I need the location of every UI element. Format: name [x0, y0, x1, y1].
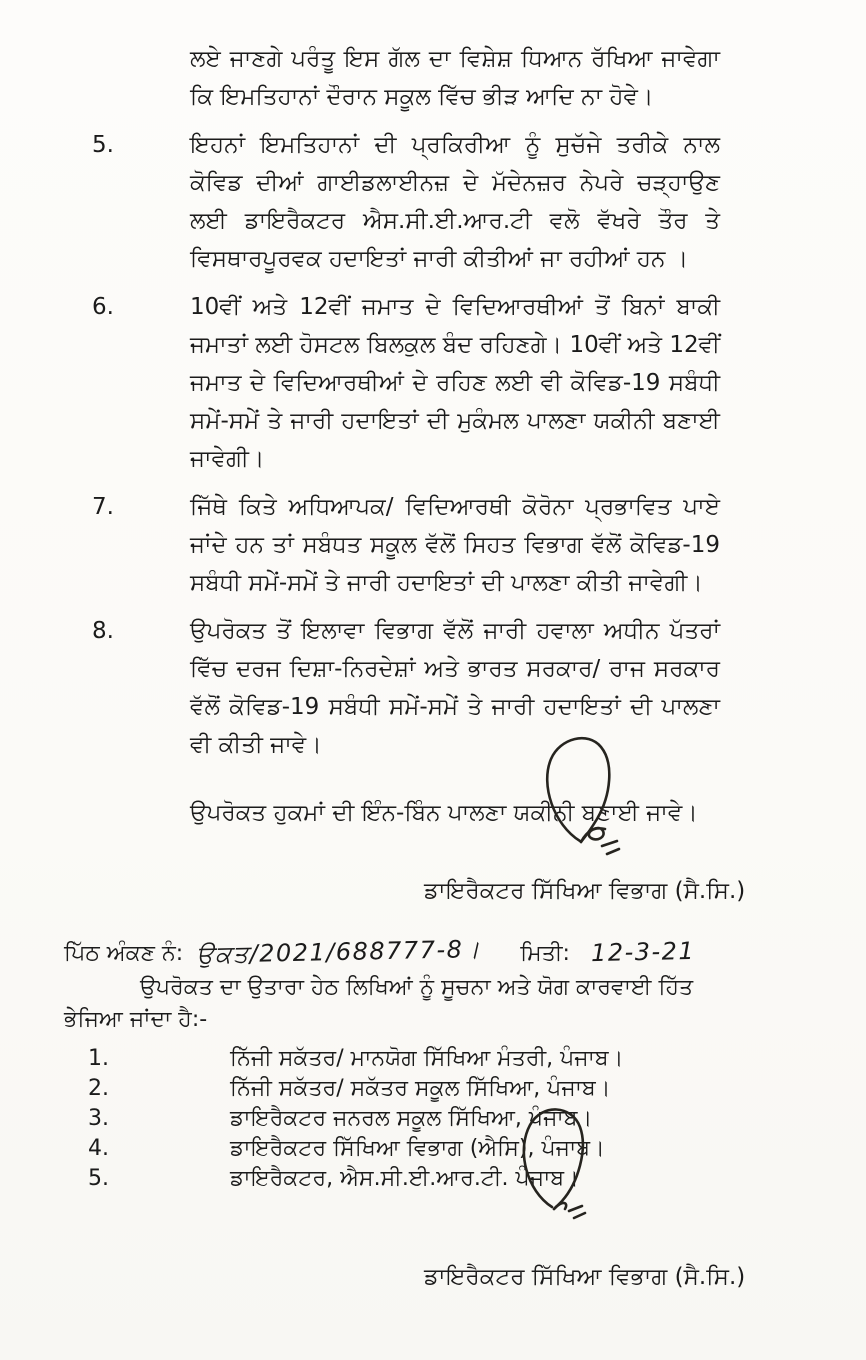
list-number: 5.	[88, 1166, 109, 1191]
numbered-item-5	[92, 126, 720, 278]
distribution-item-4	[88, 1134, 806, 1164]
copy-note-line1: ਉਪਰੋਕਤ ਦਾ ਉਤਾਰਾ ਹੇਠ ਲਿਖਿਆਂ ਨੂੰ ਸੂਚਨਾ ਅਤੇ ਯੋਗ ਕਾਰਵਾਈ ਹਿੱਤ	[140, 975, 694, 1000]
distribution-list	[88, 1044, 806, 1194]
endorsement-line	[64, 936, 806, 970]
list-text: ਡਾਇਰੈਕਟਰ ਸਿੱਖਿਆ ਵਿਭਾਗ (ਐਸਿ), ਪੰਜਾਬ।	[230, 1136, 605, 1161]
list-number: 1.	[88, 1046, 109, 1071]
list-number: 2.	[88, 1076, 109, 1101]
item-text: ਜਿੱਥੇ ਕਿਤੇ ਅਧਿਆਪਕ/ ਵਿਦਿਆਰਥੀ ਕੋਰੋਨਾ ਪ੍ਰਭਾਵਿਤ ਪਾਏ ਜਾਂਦੇ ਹਨ ਤਾਂ ਸਬੰਧਤ ਸਕੂਲ ਵੱਲੋਂ ਸਿਹਤ ਵਿਭਾਗ ਵੱਲੋਂ ਕੋਵਿਡ-19 ਸਬੰਧੀ ਸਮੇਂ-ਸਮੇਂ ਤੇ ਜਾਰੀ ਹਦਾਇਤਾਂ ਦੀ ਪਾਲਣਾ ਕੀਤੀ ਜਾਵੇਗੀ।	[190, 494, 720, 596]
endorsement-reference-handwritten: ਉਕਤ/2021/688777-8।	[195, 935, 482, 969]
numbered-item-8	[92, 612, 720, 764]
item-number: 7.	[92, 494, 114, 520]
distribution-item-3	[88, 1104, 806, 1134]
list-text: ਨਿੱਜੀ ਸਕੱਤਰ/ ਮਾਨਯੋਗ ਸਿੱਖਿਆ ਮੰਤਰੀ, ਪੰਜਾਬ।	[230, 1046, 624, 1071]
copy-note-line2: ਭੇਜਿਆ ਜਾਂਦਾ ਹੈ:-	[64, 1007, 208, 1032]
item-text: 10ਵੀਂ ਅਤੇ 12ਵੀਂ ਜਮਾਤ ਦੇ ਵਿਦਿਆਰਥੀਆਂ ਤੋਂ ਬਿਨਾਂ ਬਾਕੀ ਜਮਾਤਾਂ ਲਈ ਹੋਸਟਲ ਬਿਲਕੁਲ ਬੰਦ ਰਹਿਣਗੇ। 10ਵੀਂ ਅਤੇ 12ਵੀਂ ਜਮਾਤ ਦੇ ਵਿਦਿਆਰਥੀਆਂ ਦੇ ਰਹਿਣ ਲਈ ਵੀ ਕੋਵਿਡ-19 ਸਬੰਧੀ ਸਮੇਂ-ਸਮੇਂ ਤੇ ਜਾਰੀ ਹਦਾਇਤਾਂ ਦੀ ਮੁਕੰਮਲ ਪਾਲਣਾ ਯਕੀਨੀ ਬਣਾਈ ਜਾਵੇਗੀ।	[190, 294, 720, 472]
paragraph-continuation: ਲਏ ਜਾਣਗੇ ਪਰੰਤੂ ਇਸ ਗੱਲ ਦਾ ਵਿਸ਼ੇਸ਼ ਧਿਆਨ ਰੱਖਿਆ ਜਾਵੇਗਾ ਕਿ ਇਮਤਿਹਾਨਾਂ ਦੌਰਾਨ ਸਕੂਲ ਵਿੱਚ ਭੀੜ ਆਦਿ ਨਾ ਹੋਵੇ।	[190, 46, 720, 110]
list-text: ਡਾਇਰੈਕਟਰ ਜਨਰਲ ਸਕੂਲ ਸਿੱਖਿਆ, ਪੰਜਾਬ।	[230, 1106, 593, 1131]
item-number: 8.	[92, 618, 114, 644]
distribution-item-5	[88, 1164, 806, 1194]
numbered-item-7	[92, 488, 720, 602]
distribution-item-1	[88, 1044, 806, 1074]
endorsement-label: ਪਿੱਠ ਅੰਕਣ ਨੰ:	[64, 941, 184, 966]
list-number: 4.	[88, 1136, 109, 1161]
list-number: 3.	[88, 1106, 109, 1131]
date-label: ਮਿਤੀ:	[520, 941, 570, 966]
item-number: 6.	[92, 294, 114, 320]
numbered-item-6	[92, 288, 720, 478]
item-number: 5.	[92, 132, 114, 158]
distribution-item-2	[88, 1074, 806, 1104]
date-handwritten: 12-3-21	[590, 936, 696, 968]
item-text: ਇਹਨਾਂ ਇਮਤਿਹਾਨਾਂ ਦੀ ਪ੍ਰਕਿਰੀਆ ਨੂੰ ਸੁਚੱਜੇ ਤਰੀਕੇ ਨਾਲ ਕੋਵਿਡ ਦੀਆਂ ਗਾਈਡਲਾਈਨਜ਼ ਦੇ ਮੱਦੇਨਜ਼ਰ ਨੇਪਰੇ ਚੜ੍ਹਾਉਣ ਲਈ ਡਾਇਰੈਕਟਰ ਐਸ.ਸੀ.ਈ.ਆਰ.ਟੀ ਵਲੋ ਵੱਖਰੇ ਤੌਰ ਤੇ ਵਿਸਥਾਰਪੂਰਵਕ ਹਦਾਇਤਾਂ ਜਾਰੀ ਕੀਤੀਆਂ ਜਾ ਰਹੀਆਂ ਹਨ ।	[190, 132, 720, 272]
signatory-designation-1: ਡਾਇਰੈਕਟਰ ਸਿੱਖਿਆ ਵਿਭਾਗ (ਸੈ.ਸਿ.)	[424, 878, 746, 904]
item-text: ਉਪਰੋਕਤ ਤੋਂ ਇਲਾਵਾ ਵਿਭਾਗ ਵੱਲੋਂ ਜਾਰੀ ਹਵਾਲਾ ਅਧੀਨ ਪੱਤਰਾਂ ਵਿੱਚ ਦਰਜ ਦਿਸ਼ਾ-ਨਿਰਦੇਸ਼ਾਂ ਅਤੇ ਭਾਰਤ ਸਰਕਾਰ/ ਰਾਜ ਸਰਕਾਰ ਵੱਲੋਂ ਕੋਵਿਡ-19 ਸਬੰਧੀ ਸਮੇਂ-ਸਮੇਂ ਤੇ ਜਾਰੀ ਹਦਾਇਤਾਂ ਦੀ ਪਾਲਣਾ ਵੀ ਕੀਤੀ ਜਾਵੇ।	[190, 618, 720, 758]
list-text: ਡਾਇਰੈਕਟਰ, ਐਸ.ਸੀ.ਈ.ਆਰ.ਟੀ. ਪੰਜਾਬ।	[230, 1166, 579, 1191]
closing-statement: ਉਪਰੋਕਤ ਹੁਕਮਾਂ ਦੀ ਇੰਨ-ਬਿੰਨ ਪਾਲਣਾ ਯਕੀਨੀ ਬਣਾਈ ਜਾਵੇ।	[190, 800, 698, 826]
list-text: ਨਿੱਜੀ ਸਕੱਤਰ/ ਸਕੱਤਰ ਸਕੂਲ ਸਿੱਖਿਆ, ਪੰਜਾਬ।	[230, 1076, 611, 1101]
signatory-designation-2: ਡਾਇਰੈਕਟਰ ਸਿੱਖਿਆ ਵਿਭਾਗ (ਸੈ.ਸਿ.)	[424, 1264, 746, 1290]
